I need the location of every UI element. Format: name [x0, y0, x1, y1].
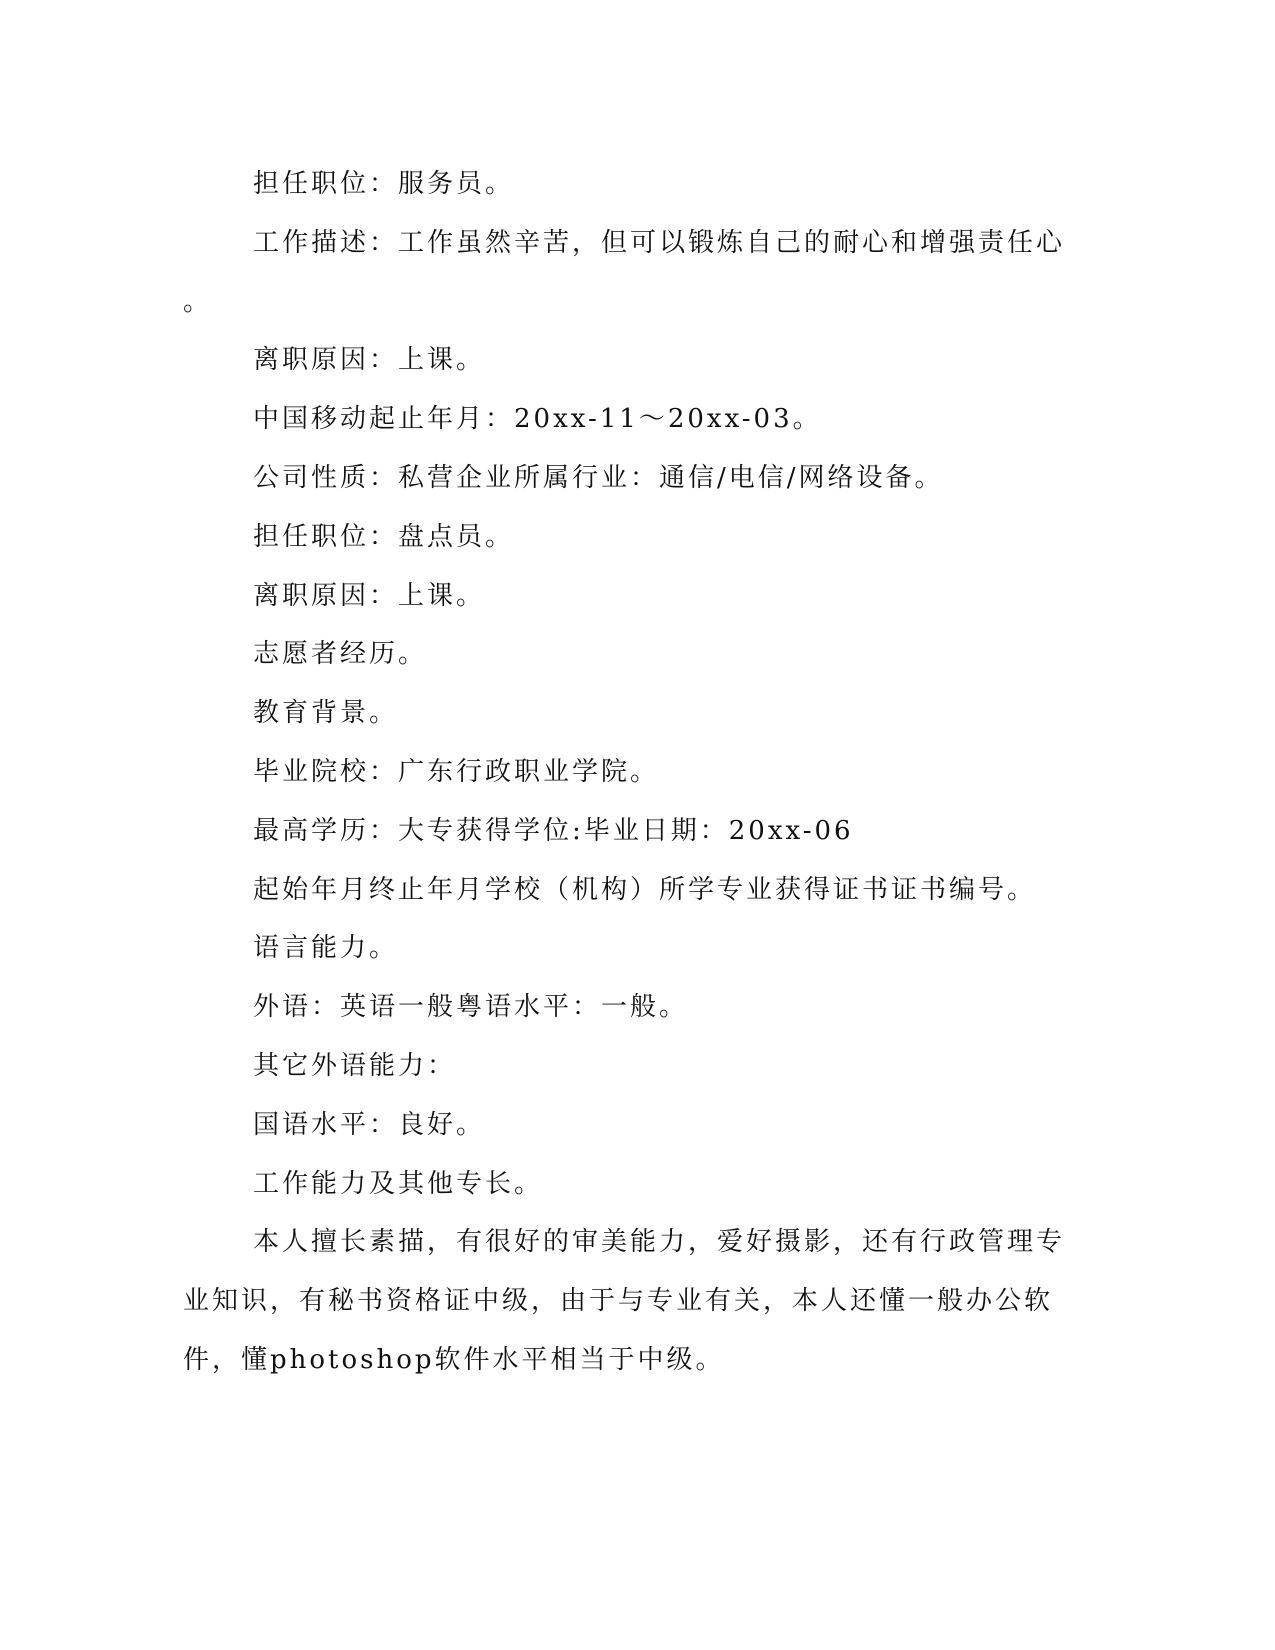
heading-skills: 工作能力及其他专长。: [253, 1168, 544, 1199]
line-school: 毕业院校：广东行政职业学院。: [253, 756, 660, 787]
heading-language: 语言能力。: [253, 933, 399, 964]
line-job-description-end: 。: [183, 286, 213, 317]
heading-volunteer: 志愿者经历。: [253, 639, 428, 670]
line-skills-3: 件，懂photoshop软件水平相当于中级。: [183, 1344, 725, 1375]
line-skills-1: 本人擅长素描，有很好的审美能力，爱好摄影，还有行政管理专: [253, 1227, 1066, 1258]
line-position-inventory: 担任职位：盘点员。: [253, 521, 515, 552]
line-skills-2: 业知识，有秘书资格证中级，由于与专业有关，本人还懂一般办公软: [183, 1286, 1054, 1317]
line-highest-degree: 最高学历：大专获得学位:毕业日期：20xx-06: [253, 815, 854, 846]
heading-education: 教育背景。: [253, 698, 399, 729]
line-leave-reason-2: 离职原因：上课。: [253, 580, 486, 611]
document-body: [183, 155, 1066, 1390]
line-job-description: 工作描述：工作虽然辛苦，但可以锻炼自己的耐心和增强责任心: [253, 227, 1066, 258]
line-company-nature: 公司性质：私营企业所属行业：通信/电信/网络设备。: [253, 462, 944, 493]
line-education-columns: 起始年月终止年月学校（机构）所学专业获得证书证书编号。: [253, 874, 1037, 905]
line-other-language: 其它外语能力：: [253, 1050, 457, 1081]
line-foreign-language: 外语：英语一般粤语水平：一般。: [253, 992, 689, 1023]
line-china-mobile-period: 中国移动起止年月：20xx-11～20xx-03。: [253, 404, 822, 435]
line-leave-reason-1: 离职原因：上课。: [253, 345, 486, 376]
line-position-waiter: 担任职位：服务员。: [253, 169, 515, 199]
line-mandarin-level: 国语水平：良好。: [253, 1109, 486, 1140]
